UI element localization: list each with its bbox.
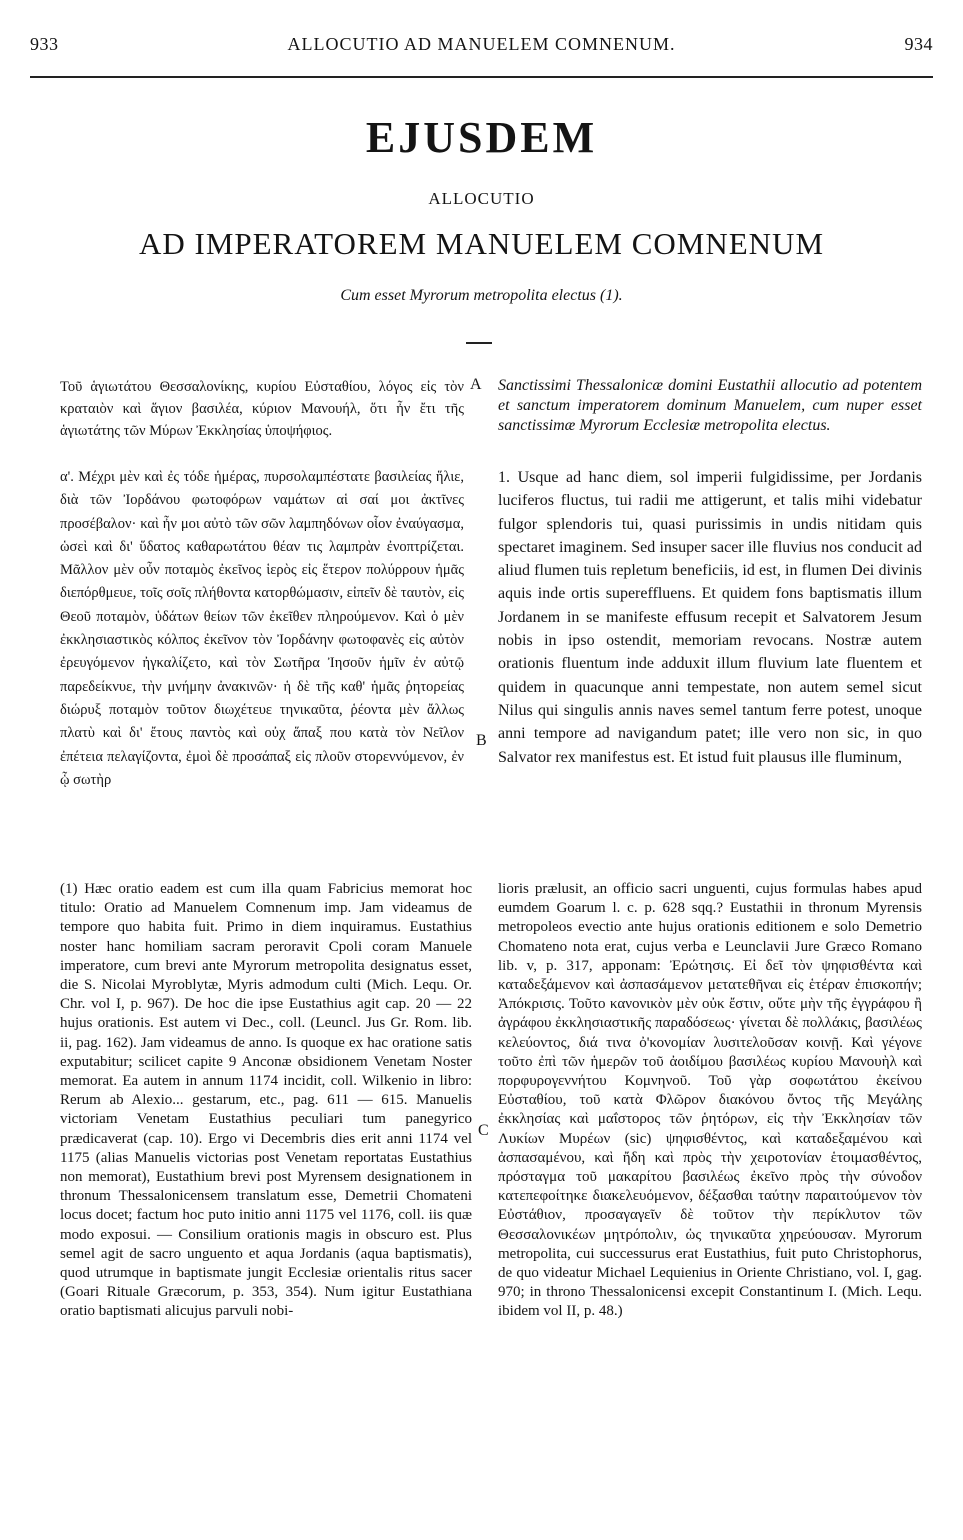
footnote-right-column (498, 880, 922, 1322)
margin-marker-a: A (470, 376, 482, 393)
greek-paragraph-1 (60, 466, 464, 792)
heading-ejusdem: EJUSDEM (365, 113, 598, 162)
page-number-right: 934 (904, 34, 933, 54)
running-header (30, 34, 933, 58)
greek-paragraph-1-text: α'. Μέχρι μὲν καὶ ἐς τόδε ἡμέρας, πυρσολαμπέστατε βασιλείας ἥλιε, διὰ τῶν Ἰορδάνου φωτοφόρων ναμάτων αἱ σαί μοι ἀκτῖνες προσέβαλον· καὶ ἦν μοι αὐτὸ τῶν σῶν λαμπηδόνων οἷον ἐναύγασμα, ὡσεὶ καὶ δι' ὕδατος καθαρωτάτου θέαν τις λαμπρὰν ἐνοπτρίζεται. Μᾶλλον μὲν οὖν ποταμὸς ἐκεῖνος ἱερὸς εἰς ἕτερον πολύρρουν ἡμᾶς διεπόρθμευε, τοῖς σοῖς πλήθοντα κατορθώμασιν, εἰπεῖν δὲ ταυτὸν, εἰς Θεοῦ ποταμὸν, ὑδάτων θείων τῶν ἐκεῖθεν πληρούμενον. Καὶ ὁ μὲν ἐκκλησιαστικὸς κόλπος ἐκεῖνον τὸν Ἰορδάνην φωτοφανὲς εἰς αὐτὸν ἐρευγόμενον ἠγκαλίζετο, καὶ τὸν Σωτῆρα Ἰησοῦν ἡμῖν ἐν αὐτῷ παρεδείκνυε, τὴν μνήμην ἀνακινῶν· ἡ δὲ τῆς καθ' ἡμᾶς ῥητορείας διώρυξ ποταμὸν τοῦτον διωχέτευε τηνικαῦτα, ῥέοντα μὲν ἄλλως πλατὺ καὶ δι' ἔτους παντὸς καὶ οὐχ ἅπαξ που κατὰ τὸν Νεῖλον ἐπέτεια πελαγίζοντα, ἐμοὶ δὲ προσάπαξ εἰς πλοῦν στορεννύμενον, ἐν ᾧ σωτὴρ (60, 469, 464, 788)
heading-allocutio: ALLOCUTIO (428, 189, 535, 208)
heading-subtitle: Cum esset Myrorum metropolita electus (1). (340, 287, 623, 304)
header-rule (30, 76, 933, 78)
running-title: ALLOCUTIO AD MANUELEM COMNENUM. (287, 34, 676, 54)
latin-paragraph-1 (498, 466, 922, 769)
latin-paragraph-1-text: 1. Usque ad hanc diem, sol imperii fulgidissime, per Jordanis luciferos fluctus, tui radii me attigerunt, et talis mihi videbatur fulgor splendoris tui, quasi purissimis in undis nitidam quis spectaret imaginem. Sed insuper sacer ille fluvius nos conducit ad aliud flumen tuis repletum beneficiis, id est, in flumen Dei divinis aquis inde ortis supereffluens. Et quidem fons baptismatis illum Jordanem in se manifeste effusum recepit et Salvatorem Jesum nobis in ipso ostendit, memoriam revocans. Nostræ autem orationis fluentum inde adduxit illum fluvium late fluentem et quidem in quacunque anni tempestate, non autem semel sicut Nilus qui singulis annis naves semel tantum ferre potest, unoque anni tempore ad navigandum patet; ille vero non sic, in quo Salvator rex manifestus est. Et istud fuit plausus ille fluminum, (498, 469, 922, 766)
footnote-left-text: (1) Hæc oratio eadem est cum illa quam Fabricius memorat hoc titulo: Oratio ad Manuelem Comnenum imp. Jam videamus de tempore quo habita fuit. Primo in diem inquiramus. Eustathius noster hanc homiliam sacram peroravit Cpoli coram Manuele imperatore, cum brevi ante Myrorum metropolita designatus esset, die S. Nicolai Myroblytæ, Myris admodum culti (Mich. Lequ. Or. Chr. vol I, p. 967). De hoc die ipse Eustathius agit cap. 20 — 22 hujus orationis. Est autem vi Dec., coll. (Leuncl. Jus Gr. Rom. lib. ii, pag. 162). Jam videamus de anno. Is quoque ex hac oratione satis exputabitur; scilicet capite 9 Anconæ obsidionem Venetam Noster memorat. Ea autem in annum 1174 incidit, coll. Wilkenio in libro: Rerum ab Alexio... gestarum, etc., pag. 611 — 615. Manuelis victoriam Venetam Eustathius peculiari tum panegyrico prædicaverat (cap. 10). Ergo vi Decembris dies erit anni 1174 vel 1175 (alias Manuelis victorias post Venetam reportatas Eustathius non memorat), Eustathium brevi post Myrensem designationem in thronum Thessalonicensem translatum esse, Demetrii Chomateni locus docet; factum hoc puto initio anni 1175 vel 1176, coll. iis quæ modo exposui. — Consilium orationis magis in obscuro est. Plus semel agit de sacro unguento et aqua Jordanis (aqua baptismatis), quod utrumque in baptismate jungit Ecclesiæ orientalis ritus sacer (Goari Rituale Græcorum, p. 353, 354). Num igitur Eustathiana oratio baptismati alicujus parvuli nobi- (60, 881, 472, 1320)
heading-title: AD IMPERATOREM MANUELEM COMNENUM (138, 226, 825, 261)
margin-marker-b: B (476, 732, 487, 749)
page-number-left: 933 (30, 34, 59, 54)
latin-intro-text: Sanctissimi Thessalonicæ domini Eustathii allocutio ad potentem et sanctum imperatorem dominum Manuelem, cum nuper esset sanctissimæ Myrorum Ecclesiæ metropolita electus. (498, 377, 922, 434)
margin-marker-c: C (478, 1122, 489, 1139)
greek-intro-text: Τοῦ ἁγιωτάτου Θεσσαλονίκης, κυρίου Εὐσταθίου, λόγος εἰς τὸν κραταιὸν καὶ ἅγιον βασιλέα, κύριον Μανουήλ, ὅτι ἦν ἔτι τῆς ἁγιωτάτης τῶν Μύρων Ἐκκλησίας ὑποψήφιος. (60, 379, 464, 439)
greek-intro (60, 376, 464, 442)
title-rule (466, 342, 492, 344)
footnote-right-text: lioris prælusit, an officio sacri unguenti, cujus formulas habes apud eumdem Goarum l. c. p. 628 sqq.? Eustathii in thronum Myrensis metropoleos evectio ante hujus orationis editionem e solo Demetrio Chomateno nota erat, cujus verba e Leunclavii Jure Græco Romano lib. v, p. 317, apponam: Ἐρώτησις. Εἰ δεῖ τὸν ψηφισθέντα καὶ καταδεξάμενον καὶ ἀσπασάμενον μετατεθῆναι εἰς ἑτέραν ἐπισκοπήν; Ἀπόκρισις. Τοῦτο κανονικὸν μὲν οὐκ ἔστιν, οὔτε μὴν τῆς ἐγγράφου ἢ ἀγράφου ἐκκλησιαστικῆς παραδόσεως· γίνεται δὲ πολλάκις, βασιλέως κελεύοντος, διά τινα ὀ'κονομίαν λυσιτελοῦσαν κοινῇ. Καὶ γέγονε τοῦτο ἐπὶ τῶν ἡμερῶν τοῦ ἀοιδίμου βασιλέως κυρίου Μανουὴλ καὶ πορφυρογεννήτου Κομνηνοῦ. Τοῦ γὰρ σοφωτάτου ἐκείνου Εὐσταθίου, τοῦ κατὰ Φλῶρον διακόνου ὄντος τῆς Μεγάλης ἐκκλησίας καὶ μαΐστορος τῶν ῥητόρων, εἰς τὴν Ἐκκλησίαν τῶν Λυκίων Μυρέων (sic) ψηφισθέντος, καὶ καταδεξαμένου καὶ ἀσπασαμένου, καὶ ἤδη καὶ πρὸς τὴν χειροτονίαν ἑτοιμασθέντος, πρόσταγμα τοῦ μακαρίτου βασιλέως ἐκεῖνο πρὸς τὴν σύνοδον κατεπεφοίτηκε διακελευόμενον, δέξασθαι ταύτην παραιτούμενον τὸν Εὐστάθιον, προσαγαγεῖν δὲ τοῦτον τὴν περίκλυτον τῶν Θεσσαλονικέων μητρόπολιν, ὡς τηνικαῦτα χηρεύουσαν. Myrorum metropolita, cui successurus erat Eustathius, fuit puto Christophorus, de quo videatur Michael Lequienius in Oriente Christiano, vol. I, gag. 970; in throno Thessalonicensi excepit Constantinum I. (Mich. Lequ. ibidem vol II, p. 48.) (498, 881, 922, 1320)
footnote-left-column (60, 880, 472, 1322)
latin-intro (498, 376, 922, 436)
